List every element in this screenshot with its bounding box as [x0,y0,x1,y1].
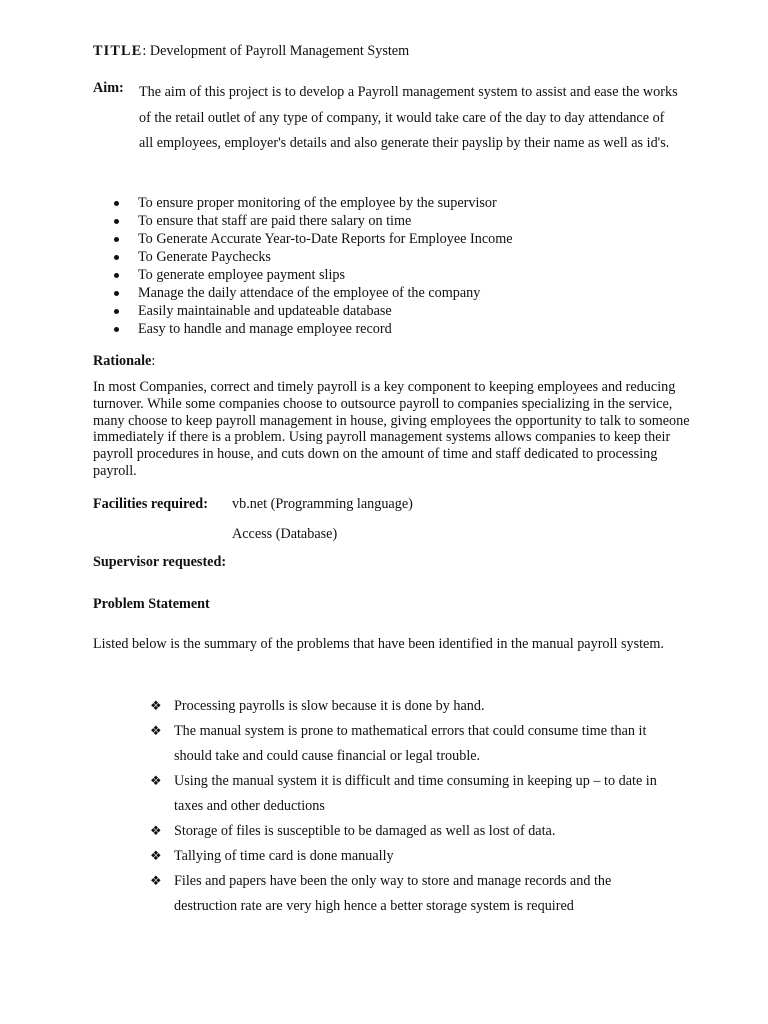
problem-text: The manual system is prone to mathematical errors that could consume time than it should take and could cause financial or legal trouble. [174,723,647,764]
title-colon: : [142,43,147,59]
diamond-bullet-icon: ❖ [150,774,162,789]
rationale-colon: : [151,353,156,369]
aim-label: Aim: [93,80,124,96]
bullet-icon [114,327,119,332]
problem-item [150,769,670,819]
problem-list [150,694,670,919]
objective-text: To generate employee payment slips [138,267,346,283]
objective-item [112,230,513,248]
problem-item [150,694,670,719]
facilities-label: Facilities required: [93,496,208,512]
supervisor-label: Supervisor requested: [93,554,227,570]
diamond-bullet-icon: ❖ [150,849,162,864]
diamond-bullet-icon: ❖ [150,874,162,889]
problem-item [150,844,670,869]
objective-text: To Generate Paychecks [138,249,271,265]
problem-item [150,819,670,844]
objective-text: To ensure that staff are paid there salary on time [138,213,412,229]
problem-text: Processing payrolls is slow because it is done by hand. [174,698,485,714]
bullet-icon [114,237,119,242]
problem-text: Files and papers have been the only way to store and manage records and the destruction rate are very high hence a better storage system is required [174,873,612,914]
facility-item-language: vb.net (Programming language) [232,496,413,512]
objective-item [112,194,513,212]
problem-text: Using the manual system it is difficult and time consuming in keeping up – to date in taxes and other deductions [174,773,657,814]
objective-item [112,266,513,284]
diamond-bullet-icon: ❖ [150,724,162,739]
objective-item [112,212,513,230]
rationale-heading [93,353,155,370]
objective-text: Easy to handle and manage employee record [138,321,392,337]
bullet-icon [114,255,119,260]
objective-text: Easily maintainable and updateable database [138,303,392,319]
objective-text: To ensure proper monitoring of the employee by the supervisor [138,195,497,211]
rationale-label: Rationale [93,353,152,369]
bullet-icon [114,273,119,278]
problem-item [150,869,670,919]
bullet-icon [114,219,119,224]
objective-text: Manage the daily attendace of the employee of the company [138,285,481,301]
objective-item [112,320,513,338]
title-label: TITLE [93,43,143,59]
facility-item-database: Access (Database) [232,526,338,542]
objective-item [112,248,513,266]
problem-heading: Problem Statement [93,596,210,612]
title-line [93,43,409,60]
objective-item [112,302,513,320]
problem-intro: Listed below is the summary of the problems that have been identified in the manual payroll system. [93,636,664,652]
objective-item [112,284,513,302]
problem-text: Tallying of time card is done manually [174,848,394,864]
bullet-icon [114,309,119,314]
problem-text: Storage of files is susceptible to be damaged as well as lost of data. [174,823,556,839]
objectives-list [112,194,513,338]
aim-text: The aim of this project is to develop a Payroll management system to assist and ease the works of the retail outlet of any type of company, it would take care of the day to day attendance of all employees, employer's details and also generate their payslip by their name as well as id's. [139,84,678,151]
rationale-text: In most Companies, correct and timely payroll is a key component to keeping employees and reducing turnover. While some companies choose to outsource payroll to companies specializing in the service, many choose to keep payroll management in house, giving employees the opportunity to talk to someone immediately if there is a problem. Using payroll management systems allows companies to keep their payroll procedures in house, and cuts down on the amount of time and staff dedicated to processing payroll. [93,379,690,479]
problem-item [150,719,670,769]
objective-text: To Generate Accurate Year-to-Date Reports for Employee Income [138,231,513,247]
diamond-bullet-icon: ❖ [150,824,162,839]
title-text: Development of Payroll Management System [149,43,410,59]
bullet-icon [114,201,119,206]
bullet-icon [114,291,119,296]
diamond-bullet-icon: ❖ [150,699,162,714]
